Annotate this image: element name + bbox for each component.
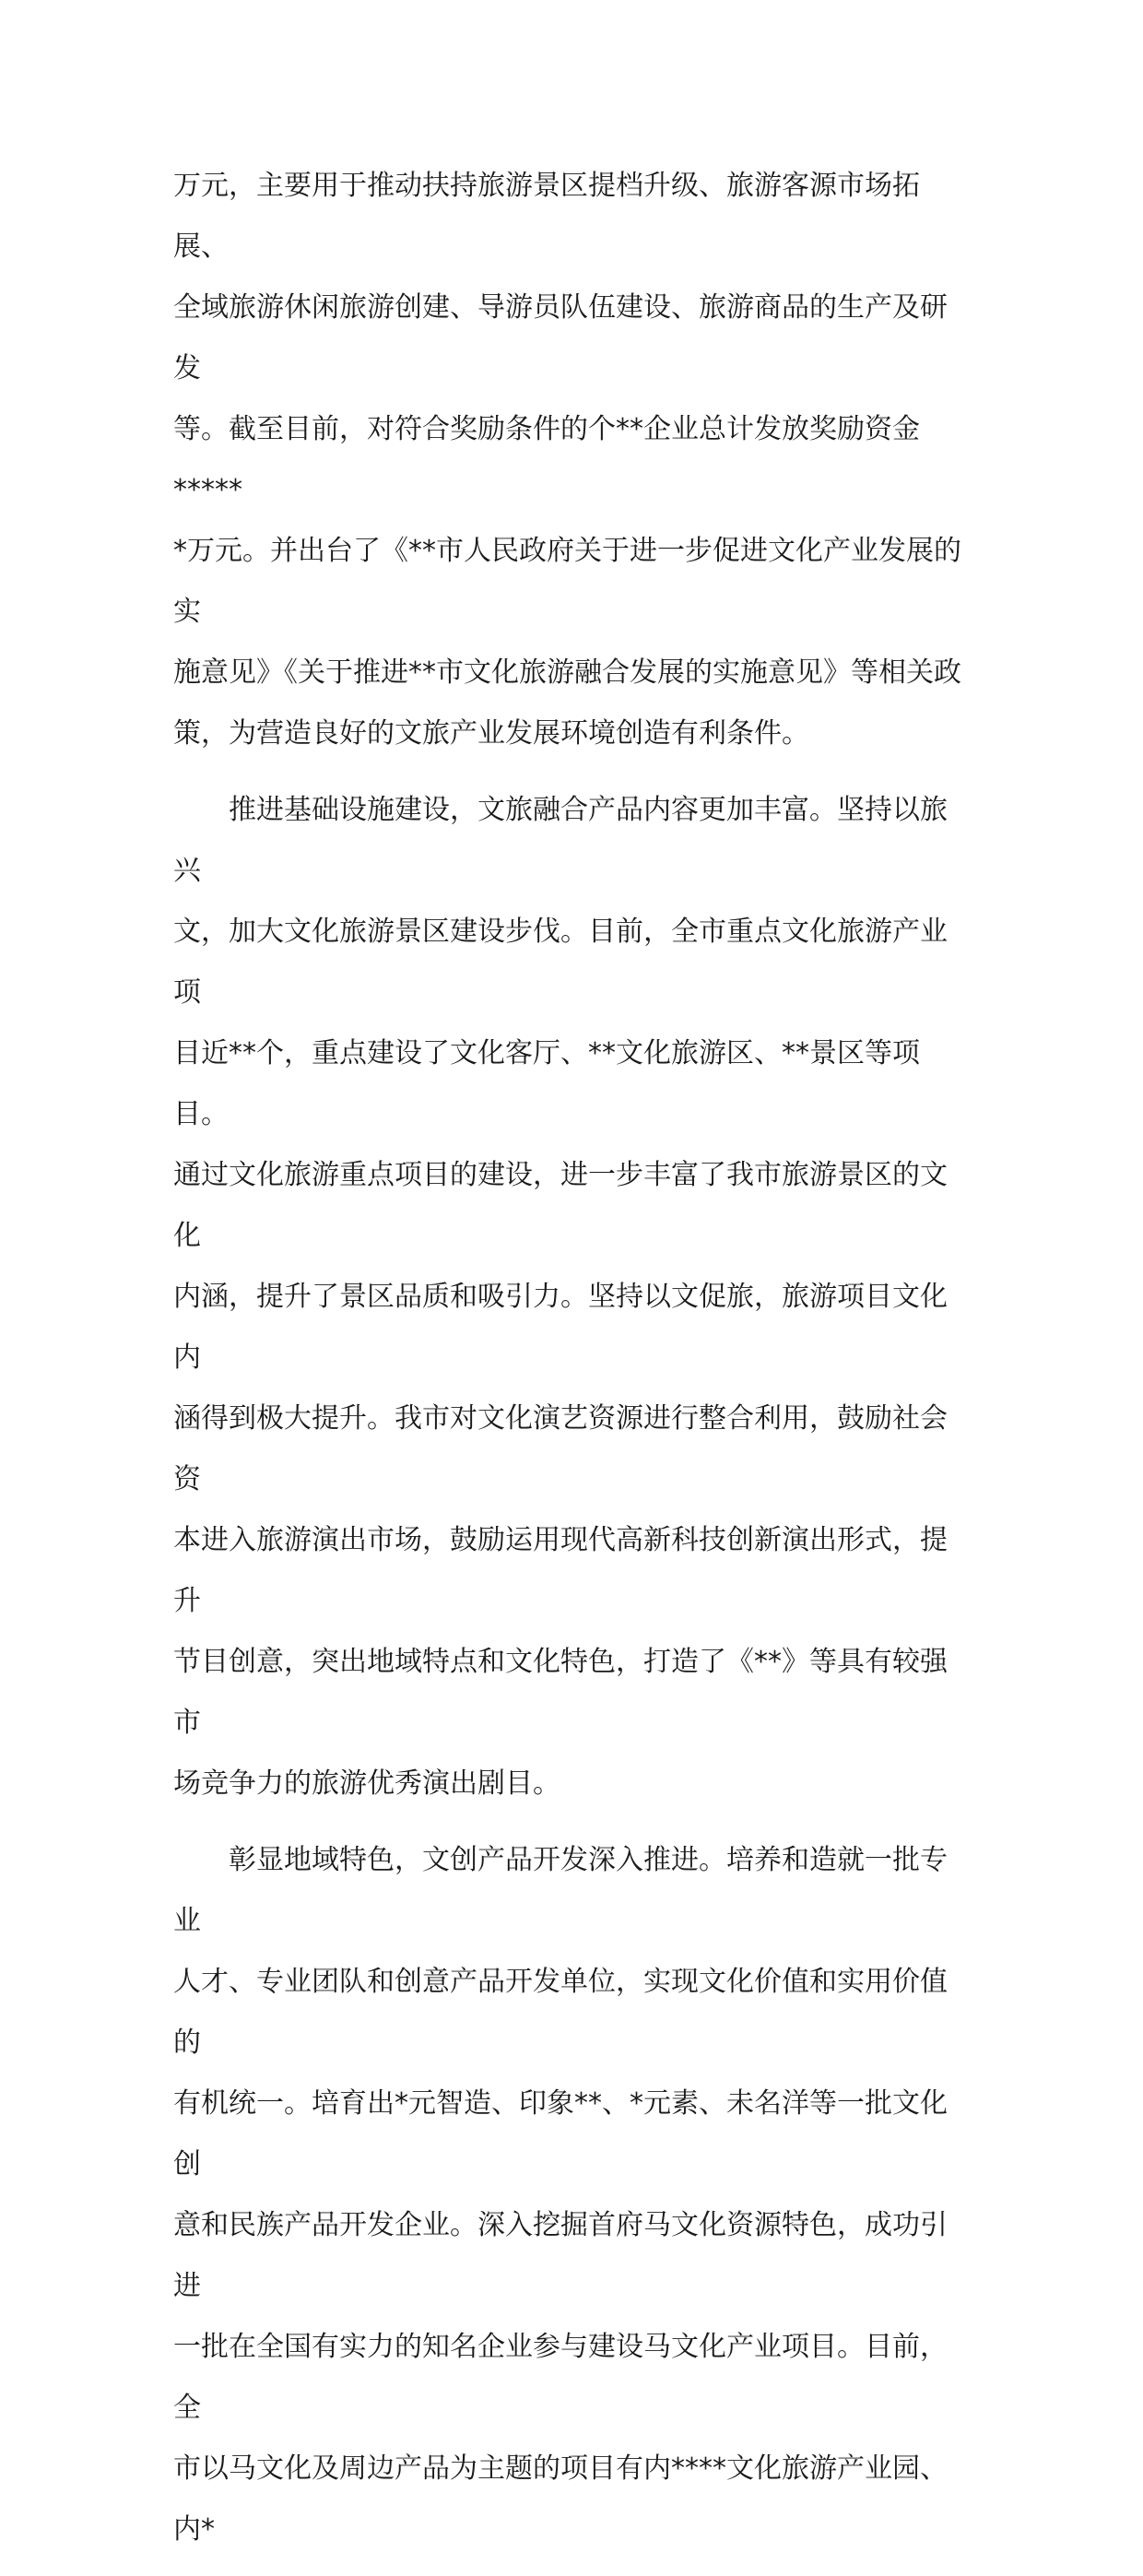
document-body xyxy=(173,156,970,2576)
paragraph-infrastructure: 推进基础设施建设，文旅融合产品内容更加丰富。坚持以旅兴 文，加大文化旅游景区建设步伐。目前，全市重点文化旅游产业项 目近**个，重点建设了文化客厅、**文化旅游区、**景区等项目。 通过文化旅游重点项目的建设，进一步丰富了我市旅游景区的文化 内涵，提升了景区品质和吸引力。坚持以文促旅，旅游项目文化内 涵得到极大提升。我市对文化演艺资源进行整合利用，鼓励社会资 本进入旅游演出市场，鼓励运用现代高新科技创新演出形式，提升 节目创意，突出地域特点和文化特色，打造了《**》等具有较强市 场竞争力的旅游优秀演出剧目。 xyxy=(173,794,948,1800)
paragraph-policy-funding: 万元，主要用于推动扶持旅游景区提档升级、旅游客源市场拓展、 全域旅游休闲旅游创建、导游员队伍建设、旅游商品的生产及研发 等。截至目前，对符合奖励条件的个**企业总计发放奖励资金***** *万元。并出台了《**市人民政府关于进一步促进文化产业发展的实 施意见》《关于推进**市文化旅游融合发展的实施意见》等相关政 策，为营造良好的文旅产业发展环境创造有利条件。 xyxy=(173,170,961,750)
paragraph-cultural-products: 彰显地域特色，文创产品开发深入推进。培养和造就一批专业 人才、专业团队和创意产品开发单位，实现文化价值和实用价值的 有机统一。培育出*元智造、印象**、*元素、未名洋等一批文化创 意和民族产品开发企业。深入挖掘首府马文化资源特色，成功引进 一批在全国有实力的知名企业参与建设马文化产业项目。目前，全 市以马文化及周边产品为主题的项目有内****文化旅游产业园、内* xyxy=(173,1844,948,2546)
